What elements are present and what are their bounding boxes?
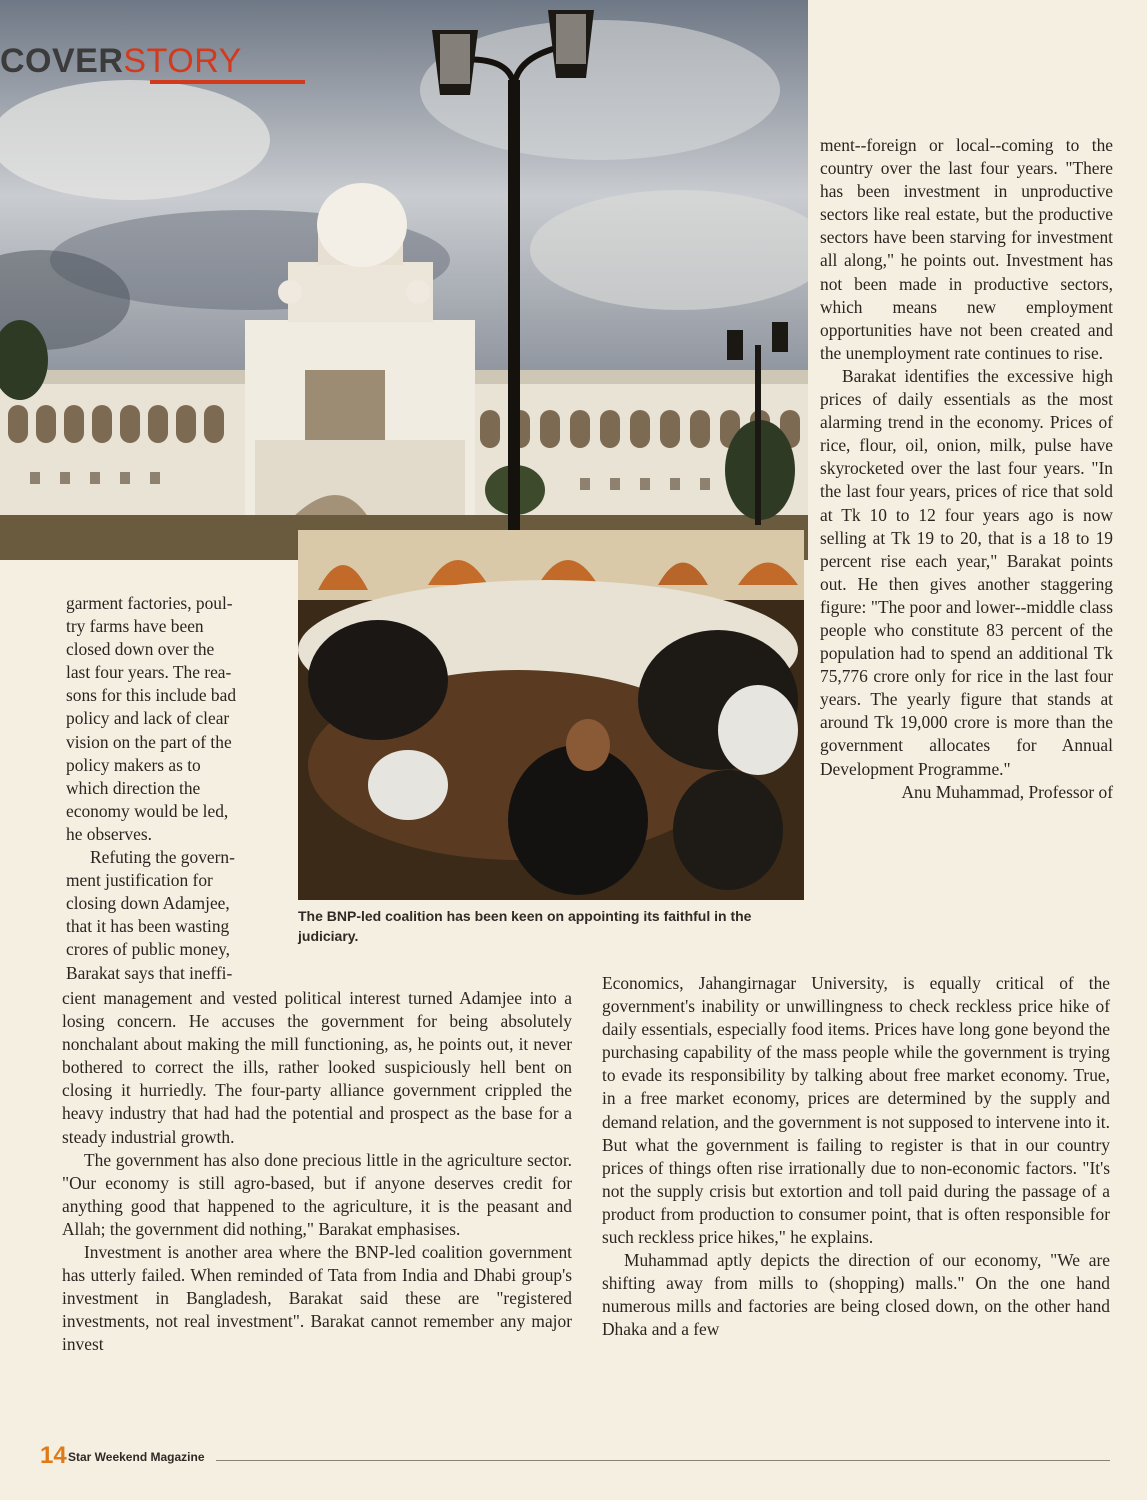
paragraph: Anu Muhammad, Professor of (901, 781, 1113, 802)
paragraph: Barakat identifies the excessive high prices of daily essentials as the most alarming trend in the economy. Prices of rice, flour, oil, onion, milk, pulse have skyrocketed over the last four years. "In the last four years, prices of rice that sold at Tk 10 to 12 four years ago is now selling at Tk 19 to 20, that is a 18 to 19 percent rise each year," Barakat points out. He then gives another staggering figure: "The poor and lower--middle class people who constitute 83 percent of the population had to spend an additional Tk 75,776 crore only for rice in the last four years. The yearly figure that stands at around Tk 19,000 crore is more than the government allocates for Annual Development Programme." (820, 365, 1113, 779)
magazine-name: Star Weekend Magazine (68, 1450, 205, 1464)
footer-rule (216, 1460, 1110, 1461)
text-line: closed down over the (66, 639, 215, 660)
paragraph: Economics, Jahangirnagar University, is equally critical of the government's inability or unwillingness to check reckless price hike of daily essentials, especially food items. Prices have long gone beyond the purchasing capability of the mass people while the government is trying to evade its responsibility by talking about free market economy. True, in a free market economy, prices are determined by the supply and demand relation, and the government is not supposed to intervene into it. But what the government is failing to register is that in our country prices of things often rise irrationally due to non-economic factors. "It's not the supply crisis but extortion and toll paid during the passage of a product from production to consumer point, that is often responsible for such reckless price hikes," he explains. (602, 973, 1110, 1248)
section-label-light: STORY (123, 42, 242, 80)
column-a (66, 592, 285, 985)
section-underline (150, 80, 305, 84)
paragraph: cient management and vested political interest turned Adamjee into a losing concern. He accuses the government for being absolutely nonchalant about making the mill functioning, as, he points out, it never bothered to correct the ills, rather looked suspiciously hell bent on closing it hurriedly. The four-party alliance government crippled the heavy industry that had had the potential and prospect as the base for a steady industrial growth. (62, 988, 572, 1147)
paragraph: The government has also done precious little in the agriculture sector. "Our economy is still agro-based, but if anyone deserves credit for anything good that happened to the agriculture, it is the peasant and Allah; the government did nothing," Barakat emphasises. (62, 1149, 572, 1239)
page-footer (40, 1442, 1110, 1472)
text-line: last four years. The rea- (66, 662, 232, 683)
paragraph: Muhammad aptly depicts the direction of our economy, "We are shifting away from mills to (shopping) malls." On the one hand numerous mills and factories are being closed down, on the other hand Dhaka and a few (602, 1250, 1110, 1340)
middle-photo (298, 530, 804, 900)
paragraph: ment--foreign or local--coming to the country over the last four years. "There has been investment in unproductive sectors like real estate, but the productive sectors have been starving for investment all along," he points out. Investment has not been made in productive sectors, which means new employment opportunities have not been created and the unemployment rate continues to rise. (820, 135, 1113, 363)
column-d (602, 972, 1110, 1342)
text-line: policy and lack of clear (66, 708, 230, 729)
column-c (820, 134, 1113, 804)
paragraph: Investment is another area where the BNP-led coalition government has utterly failed. When reminded of Tata from India and Dhabi group's investment in Bangladesh, Barakat said these are "registered investments, not real investment". Barakat cannot remember any major invest (62, 1242, 572, 1355)
text-line: crores of public money, (66, 939, 231, 960)
text-line: that it has been wasting (66, 916, 230, 937)
text-line: which direction the (66, 777, 201, 798)
text-line: garment factories, poul- (66, 593, 233, 613)
text-line: ment justification for (66, 870, 213, 891)
text-line: closing down Adamjee, (66, 893, 230, 914)
lawyers-meeting-illustration (298, 530, 804, 900)
photo-caption: The BNP-led coalition has been keen on appointing its faithful in the judiciary. (298, 908, 752, 944)
section-label-bold: COVER (0, 42, 124, 80)
text-line: Barakat says that ineffi- (66, 962, 233, 983)
court-building-illustration (0, 0, 808, 560)
text-line: policy makers as to (66, 754, 201, 775)
top-photo (0, 0, 808, 560)
section-heading (0, 42, 300, 81)
text-line: vision on the part of the (66, 731, 232, 752)
column-b (62, 987, 572, 1357)
text-line: sons for this include bad (66, 685, 237, 706)
text-line: try farms have been (66, 616, 204, 637)
page-number: 14 (40, 1442, 67, 1469)
text-line: economy would be led, (66, 800, 229, 821)
text-line: Refuting the govern- (90, 847, 235, 868)
text-line: he observes. (66, 823, 152, 844)
